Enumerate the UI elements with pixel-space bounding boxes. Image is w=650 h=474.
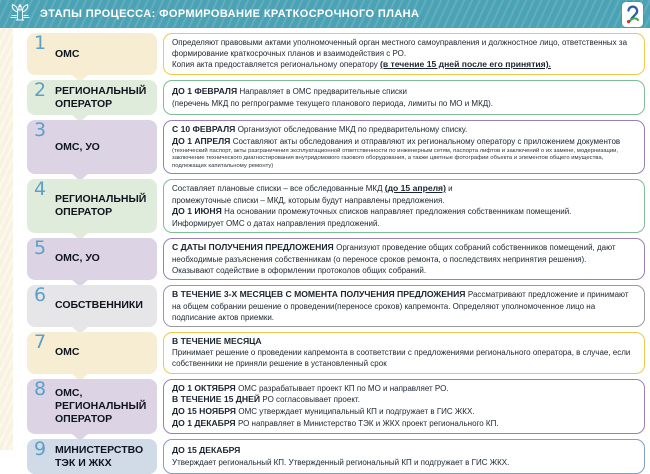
process-step-row: [27, 285, 645, 327]
step-description-line: Определяют правовыми актами уполномоченный орган местного самоуправления и должностное лицо, ответственных за формирование краткосрочных планов и взаимодействия с РО.: [172, 38, 628, 59]
step-description-line: ДО 1 ФЕВРАЛЯ Направляет в ОМС предварительные списки: [172, 86, 407, 97]
step-description-box: [163, 179, 645, 233]
step-description-line: (технический паспорт, акты разграничения эксплуатационной ответственности по инженерным сетям, паспорта лифтов и заключений о их замене, модернизации, заключение технического диагностирования внутридомового газового оборудования, а также цветные фотографии объекта и элементов общего имущества, подлежащих капитальному ремонту): [172, 147, 619, 169]
step-description-line: С ДАТЫ ПОЛУЧЕНИЯ ПРЕДЛОЖЕНИЯ Организуют проведение общих собраний собственников помещений, дают необходимые разъяснения собственникам (о переносе сроков ремонта, о последствиях непринятия решения).: [172, 241, 616, 264]
government-emblem-icon: [7, 2, 33, 26]
step-number: 2: [34, 78, 47, 101]
step-number: 8: [34, 377, 47, 400]
step-actor-label: ОМС, УО: [55, 252, 100, 265]
process-step-row: [27, 379, 645, 434]
step-description-box: [163, 238, 645, 280]
title-bar: [0, 0, 650, 28]
process-step-row: [27, 120, 645, 174]
step-description-line: С 10 ФЕВРАЛЯ Организуют обследование МКД по предварительному списку.: [172, 124, 468, 135]
step-actor-label: МИНИСТЕРСТВО ТЭК И ЖКХ: [55, 443, 144, 469]
left-decorative-strip: [0, 28, 13, 450]
step-actor-label: ОМС, РЕГИОНАЛЬНЫЙ ОПЕРАТОР: [55, 387, 147, 425]
step-actor-label: РЕГИОНАЛЬНЫЙ ОПЕРАТОР: [55, 193, 147, 218]
step-actor-badge: [27, 80, 157, 115]
page-title: ЭТАПЫ ПРОЦЕССА: ФОРМИРОВАНИЕ КРАТКОСРОЧНОГО ПЛАНА: [40, 8, 420, 20]
step-description-line: Информирует ОМС о датах направления предложений.: [172, 218, 380, 228]
step-actor-badge: [27, 439, 157, 474]
step-description-box: [163, 332, 645, 374]
step-description-line: ДО 1 ДЕКАБРЯ РО направляет в Министерство ТЭК и ЖКХ проект регионального КП.: [172, 418, 499, 429]
step-number: 1: [34, 32, 47, 54]
step-description-line: В ТЕЧЕНИЕ 3-Х МЕСЯЦЕВ С МОМЕНТА ПОЛУЧЕНИЯ ПРЕДЛОЖЕНИЯ Рассматривают предложение и принимают на общем собрании решение о проведении(переносе сроков) капремонта. Определяют уполномоченное лицо на подписание актов приемки.: [172, 288, 629, 322]
step-actor-label: РЕГИОНАЛЬНЫЙ ОПЕРАТОР: [55, 84, 147, 110]
step-description-line: В ТЕЧЕНИЕ МЕСЯЦА: [172, 335, 262, 346]
process-step-row: [27, 332, 645, 374]
step-description-line: промежуточные списки – МКД, которым будут направлены предложения.: [172, 195, 445, 205]
capital-repair-fund-logo-icon: [622, 2, 643, 27]
process-step-row: [27, 238, 645, 280]
process-step-row: [27, 439, 645, 474]
step-description-line: Оказывают содействие в оформлении протоколов общих собраний.: [172, 265, 427, 275]
step-actor-label: ОМС, УО: [55, 140, 100, 153]
step-actor-badge: [27, 332, 157, 374]
step-description-box: [163, 80, 645, 115]
step-description-box: [163, 33, 645, 75]
process-step-row: [27, 179, 645, 233]
step-description-line: Составляет плановые списки – все обследованные МКД (до 15 апреля) и: [172, 182, 453, 193]
step-description-box: [163, 439, 645, 474]
step-number: 7: [34, 330, 47, 353]
step-actor-badge: [27, 238, 157, 280]
step-description-box: [163, 379, 645, 434]
step-description-line: ДО 15 НОЯБРЯ ОМС утверждает муниципальный КП и подгружает в ГИС ЖКХ.: [172, 406, 475, 417]
step-actor-badge: [27, 120, 157, 174]
step-actor-badge: [27, 179, 157, 233]
step-actor-label: ОМС: [55, 47, 80, 60]
step-actor-badge: [27, 33, 157, 75]
step-description-line: ДО 1 АПРЕЛЯ Составляют акты обследования и отправляют их региональному оператору с приложением документов: [172, 135, 621, 146]
step-description-line: ДО 15 ДЕКАБРЯ: [172, 445, 241, 456]
step-description-box: [163, 285, 645, 327]
step-description-line: Копия акта предоставляется региональному оператору (в течение 15 дней после его принятия).: [172, 59, 551, 70]
process-step-row: [27, 33, 645, 75]
step-number: 3: [34, 119, 47, 142]
process-step-row: [27, 80, 645, 115]
step-actor-label: ОМС: [55, 346, 80, 359]
step-number: 6: [34, 283, 47, 306]
step-description-line: Принимает решение о проведении капремонта в соответствии с предложениями регионального оператора, в случае, если собственники не приняли решение в установленный срок: [172, 348, 631, 369]
step-description-line: ДО 1 ИЮНЯ На основании промежуточных списков направляет предложения собственникам помещений.: [172, 205, 572, 216]
step-actor-label: СОБСТВЕННИКИ: [55, 299, 143, 312]
step-description-line: (перечень МКД по регпрограмме текущего планового периода, лимиты по МО и МКД).: [172, 98, 494, 108]
step-actor-badge: [27, 379, 157, 434]
step-description-line: Утверждает региональный КП. Утвержденный региональный КП и подгружает в ГИС ЖКХ.: [172, 457, 510, 467]
step-description-line: В ТЕЧЕНИЕ 15 ДНЕЙ РО согласовывает проект.: [172, 394, 360, 405]
step-description-line: ДО 1 ОКТЯБРЯ ОМС разрабатывает проект КП по МО и направляет РО.: [172, 382, 449, 393]
step-actor-badge: [27, 285, 157, 327]
step-number: 5: [34, 236, 47, 259]
step-number: 4: [34, 177, 47, 200]
step-description-box: [163, 120, 645, 174]
process-steps-list: [0, 28, 650, 474]
step-number: 9: [34, 437, 47, 460]
